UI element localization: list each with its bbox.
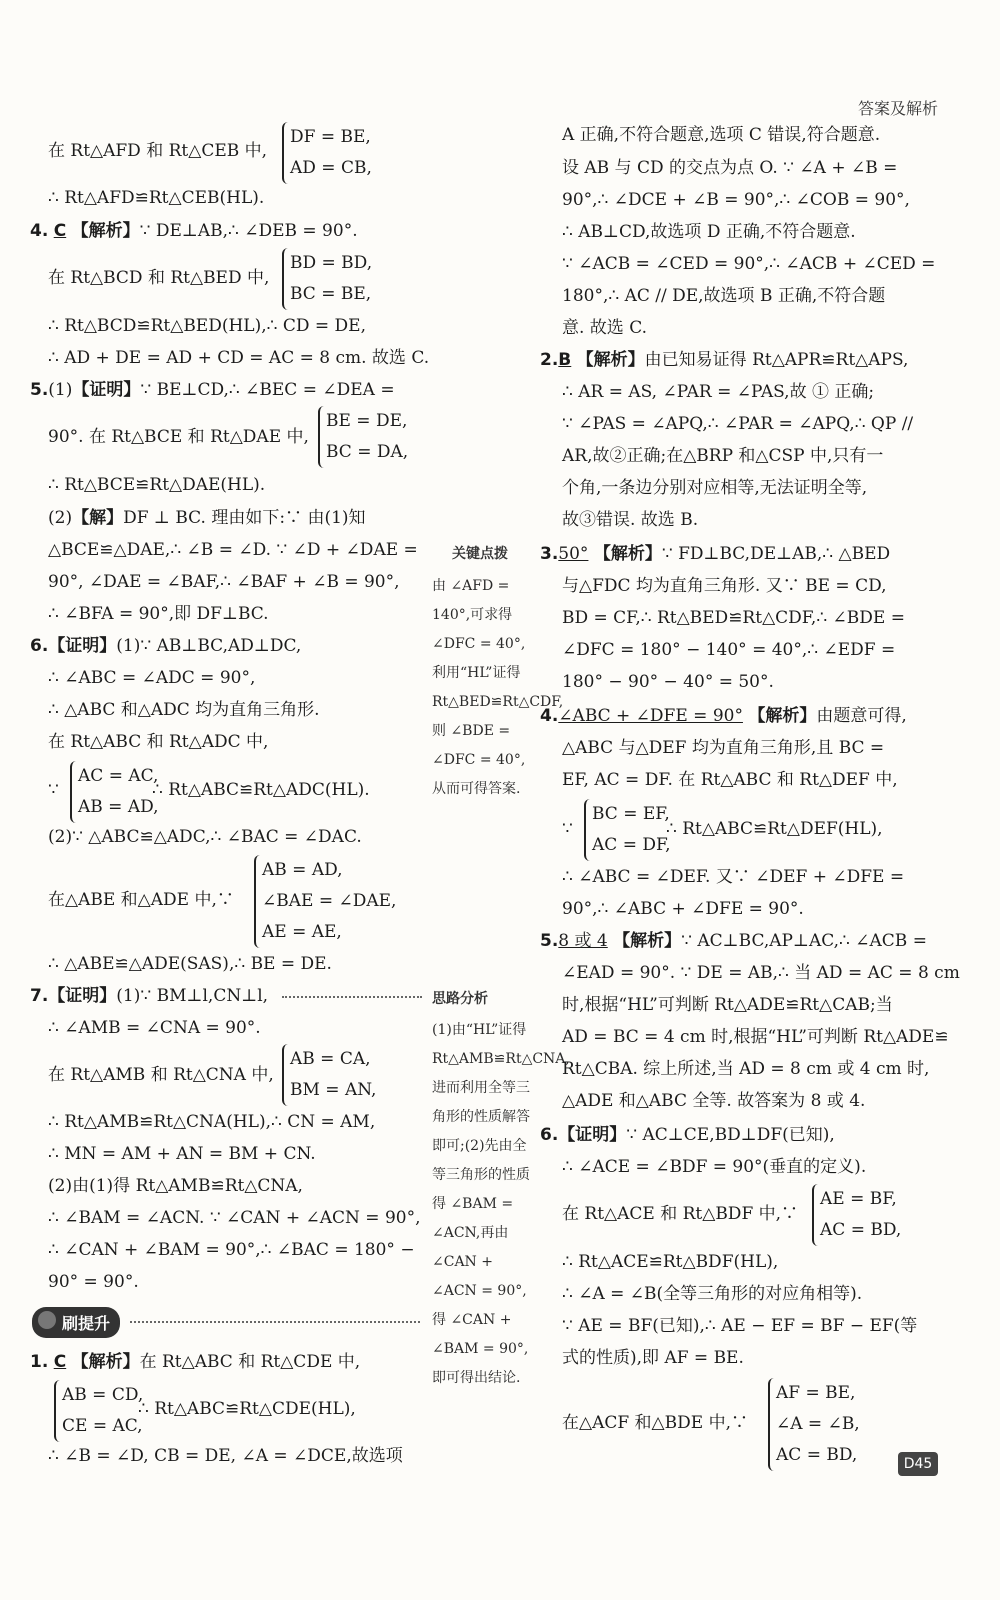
text-line: 与△FDC 均为直角三角形. 又∵ BE = CD, bbox=[562, 576, 887, 596]
text-line: ∵ AE = BF(已知),∴ AE − EF = BF − EF(等 bbox=[562, 1316, 918, 1336]
text-line: 在△ABE 和△ADE 中,∵ bbox=[48, 890, 234, 910]
text-line: 180° − 90° − 40° = 50°. bbox=[562, 672, 774, 692]
text-line: 180°,∴ AC // DE,故选项 B 正确,不符合题 bbox=[562, 286, 886, 306]
page-number: D45 bbox=[898, 1452, 938, 1476]
text-line: 在 Rt△ACE 和 Rt△BDF 中,∵ bbox=[562, 1204, 799, 1224]
text-line: △ADE 和△ABC 全等. 故答案为 8 或 4. bbox=[562, 1091, 866, 1111]
text-line: 设 AB 与 CD 的交点为点 O. ∵ ∠A + ∠B = bbox=[562, 158, 898, 178]
brush-icon bbox=[38, 1311, 56, 1329]
text-line: ∴ Rt△ABC≌Rt△CDE(HL), bbox=[138, 1399, 356, 1419]
equation-system: AC = AC, AB = AD, bbox=[70, 761, 159, 823]
text-line: ∵ ∠ACB = ∠CED = 90°,∴ ∠ACB + ∠CED = bbox=[562, 254, 936, 274]
text-line: △ABC 与△DEF 均为直角三角形,且 BC = bbox=[562, 738, 885, 758]
equation-system: BC = EF, AC = DF, bbox=[584, 799, 671, 861]
equation-system: AF = BE, ∠A = ∠B, AC = BD, bbox=[768, 1378, 860, 1471]
equation-system: AB = CA, BM = AN, bbox=[282, 1044, 376, 1106]
text-line: 时,根据“HL”可判断 Rt△ADE≌Rt△CAB;当 bbox=[562, 995, 893, 1015]
text-line: ∴ △ABE≌△ADE(SAS),∴ BE = DE. bbox=[48, 954, 332, 974]
equation-system: BD = BD, BC = BE, bbox=[282, 248, 372, 310]
text-line: ∴ AR = AS, ∠PAR = ∠PAS,故 ① 正确; bbox=[562, 382, 875, 402]
dotted-leader bbox=[130, 1321, 420, 1323]
text-line: ∵ ∠PAS = ∠APQ,∴ ∠PAR = ∠APQ,∴ QP // bbox=[562, 414, 914, 434]
text-line: (2)【解】DF ⊥ BC. 理由如下:∵ 由(1)知 bbox=[48, 508, 366, 528]
text-line: ∴ Rt△BCD≌Rt△BED(HL),∴ CD = DE, bbox=[48, 316, 366, 336]
section-badge: 刷提升 bbox=[32, 1307, 120, 1338]
question-p1: 1. C 【解析】在 Rt△ABC 和 Rt△CDE 中, bbox=[30, 1352, 361, 1372]
text-line: ∴ ∠ABC = ∠ADC = 90°, bbox=[48, 668, 256, 688]
text-line: ∴ AD + DE = AD + CD = AC = 8 cm. 故选 C. bbox=[48, 348, 430, 368]
text-line: AD = BC = 4 cm 时,根据“HL”可判断 Rt△ADE≌ bbox=[562, 1027, 949, 1047]
side-note: 由 ∠AFD = 140°,可求得 ∠DFC = 40°,利用“HL”证得 Rt△BED≌Rt△CDF,则 ∠BDE = ∠DFC = 40°,从而可得答案. bbox=[432, 578, 564, 797]
text-line: ∴ Rt△ACE≌Rt△BDF(HL), bbox=[562, 1252, 779, 1272]
text-line: 90° = 90°. bbox=[48, 1272, 139, 1292]
equation-system: BE = DE, BC = DA, bbox=[318, 406, 408, 468]
question-7: 7.【证明】(1)∵ BM⊥l,CN⊥l, bbox=[30, 986, 269, 1006]
question-r4: 4.∠ABC + ∠DFE = 90° 【解析】由题意可得, bbox=[540, 706, 907, 726]
text-line: ∠EAD = 90°. ∵ DE = AB,∴ 当 AD = AC = 8 cm bbox=[562, 963, 960, 983]
page-header: 答案及解析 bbox=[857, 99, 938, 118]
text-line: ∴ ∠ABC = ∠DEF. 又∵ ∠DEF + ∠DFE = bbox=[562, 867, 905, 887]
text-line: 在△ACF 和△BDE 中,∵ bbox=[562, 1413, 748, 1433]
text-line: ∠DFC = 180° − 140° = 40°,∴ ∠EDF = bbox=[562, 640, 896, 660]
text-line: 90°,∴ ∠DCE + ∠B = 90°,∴ ∠COB = 90°, bbox=[562, 190, 910, 210]
text-line: 90°,∴ ∠ABC + ∠DFE = 90°. bbox=[562, 899, 804, 919]
text-line: ∴ ∠BAM = ∠ACN. ∵ ∠CAN + ∠ACN = 90°, bbox=[48, 1208, 421, 1228]
text-line: 个角,一条边分别对应相等,无法证明全等, bbox=[562, 478, 868, 498]
text-line: 故③错误. 故选 B. bbox=[562, 510, 699, 530]
text-line: ∴ MN = AM + AN = BM + CN. bbox=[48, 1144, 316, 1164]
text-line: ∴ ∠ACE = ∠BDF = 90°(垂直的定义). bbox=[562, 1157, 867, 1177]
question-r6: 6.【证明】∵ AC⊥CE,BD⊥DF(已知), bbox=[540, 1125, 835, 1145]
text-line: EF, AC = DF. 在 Rt△ABC 和 Rt△DEF 中, bbox=[562, 770, 898, 790]
text-line: 在 Rt△ABC 和 Rt△ADC 中, bbox=[48, 732, 269, 752]
text-line: ∴ Rt△BCE≌Rt△DAE(HL). bbox=[48, 475, 266, 495]
equation-system: DF = BE, AD = CB, bbox=[282, 122, 372, 184]
text-line: ∴ Rt△ABC≌Rt△ADC(HL). bbox=[152, 780, 370, 800]
text-line: ∴ △ABC 和△ADC 均为直角三角形. bbox=[48, 700, 320, 720]
text-line: △BCE≌△DAE,∴ ∠B = ∠D. ∵ ∠D + ∠DAE = bbox=[48, 540, 418, 560]
text-line: ∴ ∠B = ∠D, CB = DE, ∠A = ∠DCE,故选项 bbox=[48, 1446, 403, 1466]
text-line: BD = CF,∴ Rt△BED≌Rt△CDF,∴ ∠BDE = bbox=[562, 608, 905, 628]
text-line: ∴ Rt△AMB≌Rt△CNA(HL),∴ CN = AM, bbox=[48, 1112, 376, 1132]
equation-system: AE = BF, AC = BD, bbox=[812, 1184, 901, 1246]
dotted-leader bbox=[282, 996, 422, 998]
text-line: (2)∵ △ABC≌△ADC,∴ ∠BAC = ∠DAC. bbox=[48, 827, 362, 847]
text-line: ∴ ∠A = ∠B(全等三角形的对应角相等). bbox=[562, 1284, 863, 1304]
text-line: AR,故②正确;在△BRP 和△CSP 中,只有一 bbox=[562, 446, 884, 466]
text-line: 意. 故选 C. bbox=[562, 318, 648, 338]
question-4: 4. C 【解析】∵ DE⊥AB,∴ ∠DEB = 90°. bbox=[30, 221, 358, 241]
text-line: ∴ Rt△AFD≌Rt△CEB(HL). bbox=[48, 188, 265, 208]
text-line: 90°. 在 Rt△BCE 和 Rt△DAE 中, bbox=[48, 427, 309, 447]
text-line: 90°, ∠DAE = ∠BAF,∴ ∠BAF + ∠B = 90°, bbox=[48, 572, 400, 592]
question-5: 5.(1)【证明】∵ BE⊥CD,∴ ∠BEC = ∠DEA = bbox=[30, 380, 395, 400]
text-line: (2)由(1)得 Rt△AMB≌Rt△CNA, bbox=[48, 1176, 303, 1196]
question-r3: 3.50° 【解析】∵ FD⊥BC,DE⊥AB,∴ △BED bbox=[540, 544, 891, 564]
question-6: 6.【证明】(1)∵ AB⊥BC,AD⊥DC, bbox=[30, 636, 302, 656]
text-line: A 正确,不符合题意,选项 C 错误,符合题意. bbox=[562, 125, 881, 145]
text-line: ∴ AB⊥CD,故选项 D 正确,不符合题意. bbox=[562, 222, 856, 242]
equation-system: AB = AD, ∠BAE = ∠DAE, AE = AE, bbox=[254, 855, 396, 948]
text-line: Rt△CBA. 综上所述,当 AD = 8 cm 或 4 cm 时, bbox=[562, 1059, 930, 1079]
note-title: 思路分析 bbox=[432, 991, 488, 1007]
text-line: ∴ ∠BFA = 90°,即 DF⊥BC. bbox=[48, 604, 269, 624]
question-r2: 2.B 【解析】由已知易证得 Rt△APR≌Rt△APS, bbox=[540, 350, 909, 370]
text-line: 在 Rt△AMB 和 Rt△CNA 中, bbox=[48, 1065, 274, 1085]
text-line: ∴ ∠AMB = ∠CNA = 90°. bbox=[48, 1018, 261, 1038]
note-title: 关键点拨 bbox=[452, 546, 508, 562]
question-r5: 5.8 或 4 【解析】∵ AC⊥BC,AP⊥AC,∴ ∠ACB = bbox=[540, 931, 927, 951]
text-line: ∵ bbox=[562, 819, 573, 839]
text-line: ∴ ∠CAN + ∠BAM = 90°,∴ ∠BAC = 180° − bbox=[48, 1240, 415, 1260]
equation-system: AB = CD, CE = AC, bbox=[54, 1380, 143, 1442]
text-line: 在 Rt△AFD 和 Rt△CEB 中, bbox=[48, 141, 268, 161]
text-line: 在 Rt△BCD 和 Rt△BED 中, bbox=[48, 268, 270, 288]
text-line: ∴ Rt△ABC≌Rt△DEF(HL), bbox=[666, 819, 883, 839]
text-line: ∵ bbox=[48, 780, 59, 800]
side-note: (1)由“HL”证得 Rt△AMB≌Rt△CNA,进而利用全等三角形的性质解答即可;(2)先由全等三角形的性质得 ∠BAM = ∠ACN,再由 ∠CAN + ∠ACN = 90°,得 ∠CAN + ∠BAM = 90°,即可得出结论. bbox=[432, 1022, 570, 1386]
text-line: 式的性质),即 AF = BE. bbox=[562, 1348, 744, 1368]
